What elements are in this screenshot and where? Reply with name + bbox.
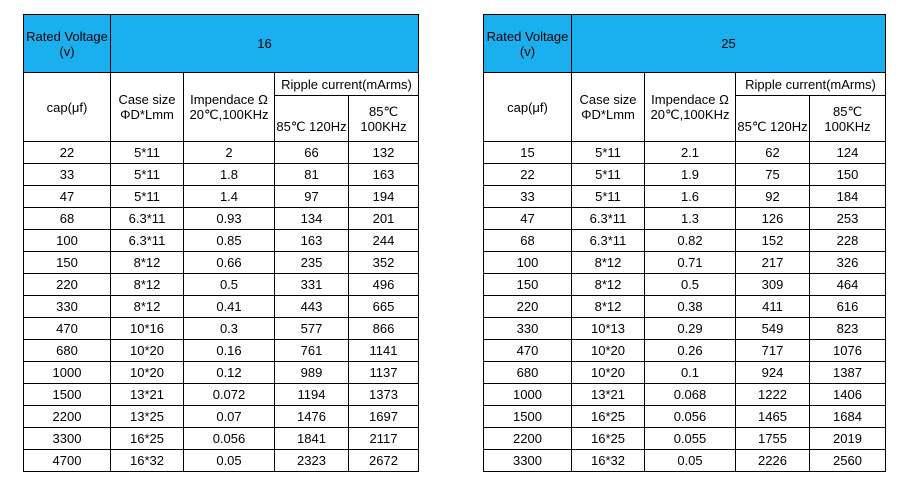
impedance-cell: 0.85 <box>184 230 275 252</box>
ripple-120hz-cell: 152 <box>736 230 810 252</box>
cap-cell: 47 <box>484 208 572 230</box>
ripple-100khz-cell: 2560 <box>810 450 886 472</box>
impedance-cell: 1.8 <box>184 164 275 186</box>
cap-cell: 15 <box>484 142 572 164</box>
table-row <box>24 296 419 318</box>
impedance-cell: 0.66 <box>184 252 275 274</box>
impedance-cell: 0.5 <box>184 274 275 296</box>
impedance-cell: 0.05 <box>184 450 275 472</box>
ripple-120hz-cell: 217 <box>736 252 810 274</box>
table-row <box>24 274 419 296</box>
ripple-100khz-cell: 2019 <box>810 428 886 450</box>
impedance-header <box>645 73 736 142</box>
table-row <box>24 142 419 164</box>
ripple-100khz-cell: 496 <box>349 274 419 296</box>
case-size-cell: 8*12 <box>572 274 645 296</box>
table-row <box>484 296 886 318</box>
table-row <box>484 164 886 186</box>
impedance-cell: 0.07 <box>184 406 275 428</box>
spec-table-16v <box>23 14 419 472</box>
ripple-120hz-cell: 163 <box>275 230 349 252</box>
table-row <box>24 230 419 252</box>
cap-cell: 2200 <box>484 428 572 450</box>
rated-voltage-header <box>484 15 572 73</box>
ripple-120hz-cell: 1194 <box>275 384 349 406</box>
case-size-cell: 5*11 <box>111 142 184 164</box>
impedance-cell: 0.5 <box>645 274 736 296</box>
table-row <box>24 318 419 340</box>
cap-cell: 330 <box>484 318 572 340</box>
impedance-header <box>184 73 275 142</box>
ripple-120hz-label: 85℃ 120Hz <box>737 119 808 134</box>
case-size-cell: 10*13 <box>572 318 645 340</box>
cap-header: cap(μf) <box>484 73 572 142</box>
cap-cell: 100 <box>24 230 111 252</box>
impedance-cell: 0.93 <box>184 208 275 230</box>
ripple-120hz-cell: 126 <box>736 208 810 230</box>
cap-cell: 3300 <box>24 428 111 450</box>
table-row <box>24 428 419 450</box>
ripple-100khz-temp: 85℃ <box>832 103 863 119</box>
case-size-header <box>572 73 645 142</box>
case-size-cell: 5*11 <box>572 142 645 164</box>
ripple-120hz-cell: 62 <box>736 142 810 164</box>
ripple-100khz-freq: 100KHz <box>360 118 407 134</box>
ripple-100khz-cell: 124 <box>810 142 886 164</box>
ripple-100khz-cell: 326 <box>810 252 886 274</box>
cap-cell: 150 <box>24 252 111 274</box>
impedance-cell: 0.82 <box>645 230 736 252</box>
ripple-120hz-cell: 1222 <box>736 384 810 406</box>
table-row <box>484 318 886 340</box>
cap-cell: 2200 <box>24 406 111 428</box>
cap-cell: 150 <box>484 274 572 296</box>
ripple-100khz-cell: 184 <box>810 186 886 208</box>
case-size-cell: 16*25 <box>111 428 184 450</box>
ripple-120hz-cell: 1755 <box>736 428 810 450</box>
table-row <box>484 406 886 428</box>
case-size-cell: 10*16 <box>111 318 184 340</box>
ripple-100khz-cell: 2117 <box>349 428 419 450</box>
ripple-120hz-cell: 75 <box>736 164 810 186</box>
ripple-120hz-cell: 331 <box>275 274 349 296</box>
rated-voltage-label: Rated Voltage <box>486 28 569 44</box>
case-size-cell: 10*20 <box>111 340 184 362</box>
table-row <box>24 384 419 406</box>
cap-cell: 220 <box>484 296 572 318</box>
ripple-100khz-cell: 1373 <box>349 384 419 406</box>
ripple-120hz-cell: 1465 <box>736 406 810 428</box>
table-body <box>24 142 419 472</box>
impedance-cell: 0.072 <box>184 384 275 406</box>
case-size-cell: 16*25 <box>572 406 645 428</box>
impedance-cell: 0.12 <box>184 362 275 384</box>
ripple-100khz-header <box>349 96 419 142</box>
cap-cell: 100 <box>484 252 572 274</box>
ripple-120hz-cell: 1841 <box>275 428 349 450</box>
table-row <box>24 208 419 230</box>
ripple-120hz-cell: 717 <box>736 340 810 362</box>
table-row <box>484 450 886 472</box>
cap-cell: 68 <box>484 230 572 252</box>
ripple-100khz-cell: 244 <box>349 230 419 252</box>
case-size-unit: ΦD*Lmm <box>581 107 635 122</box>
ripple-100khz-cell: 1076 <box>810 340 886 362</box>
case-size-cell: 5*11 <box>572 186 645 208</box>
cap-cell: 47 <box>24 186 111 208</box>
table-row <box>484 362 886 384</box>
ripple-120hz-cell: 1476 <box>275 406 349 428</box>
cap-cell: 470 <box>484 340 572 362</box>
rated-voltage-label: Rated Voltage <box>26 28 108 44</box>
cap-cell: 33 <box>24 164 111 186</box>
table-row <box>484 186 886 208</box>
cap-cell: 680 <box>484 362 572 384</box>
ripple-120hz-cell: 97 <box>275 186 349 208</box>
ripple-100khz-cell: 352 <box>349 252 419 274</box>
case-size-cell: 8*12 <box>111 296 184 318</box>
ripple-120hz-cell: 2323 <box>275 450 349 472</box>
ripple-100khz-cell: 194 <box>349 186 419 208</box>
ripple-100khz-cell: 616 <box>810 296 886 318</box>
case-size-label: Case size <box>579 92 637 107</box>
case-size-cell: 6.3*11 <box>572 230 645 252</box>
case-size-cell: 10*20 <box>111 362 184 384</box>
table-row <box>24 450 419 472</box>
cap-cell: 68 <box>24 208 111 230</box>
cap-cell: 680 <box>24 340 111 362</box>
impedance-cell: 0.3 <box>184 318 275 340</box>
cap-cell: 220 <box>24 274 111 296</box>
ripple-100khz-cell: 201 <box>349 208 419 230</box>
case-size-cell: 13*25 <box>111 406 184 428</box>
ripple-100khz-cell: 228 <box>810 230 886 252</box>
case-size-cell: 10*20 <box>572 362 645 384</box>
impedance-cell: 0.05 <box>645 450 736 472</box>
impedance-cell: 1.9 <box>645 164 736 186</box>
impedance-cell: 2.1 <box>645 142 736 164</box>
case-size-cell: 6.3*11 <box>572 208 645 230</box>
ripple-120hz-cell: 443 <box>275 296 349 318</box>
impedance-condition: 20℃,100KHz <box>650 107 730 122</box>
case-size-cell: 6.3*11 <box>111 230 184 252</box>
ripple-100khz-cell: 2672 <box>349 450 419 472</box>
ripple-120hz-cell: 66 <box>275 142 349 164</box>
case-size-cell: 8*12 <box>111 274 184 296</box>
voltage-value: 16 <box>111 15 419 73</box>
case-size-cell: 13*21 <box>572 384 645 406</box>
cap-cell: 3300 <box>484 450 572 472</box>
ripple-120hz-cell: 761 <box>275 340 349 362</box>
rated-voltage-header <box>24 15 111 73</box>
ripple-100khz-cell: 1387 <box>810 362 886 384</box>
case-size-cell: 8*12 <box>111 252 184 274</box>
impedance-cell: 0.41 <box>184 296 275 318</box>
table-row <box>24 406 419 428</box>
ripple-120hz-cell: 2226 <box>736 450 810 472</box>
ripple-120hz-cell: 309 <box>736 274 810 296</box>
ripple-120hz-cell: 235 <box>275 252 349 274</box>
rated-voltage-unit: (v) <box>59 43 75 59</box>
impedance-cell: 0.056 <box>184 428 275 450</box>
ripple-100khz-cell: 1684 <box>810 406 886 428</box>
ripple-120hz-cell: 924 <box>736 362 810 384</box>
table-row <box>24 340 419 362</box>
impedance-cell: 1.4 <box>184 186 275 208</box>
ripple-120hz-cell: 411 <box>736 296 810 318</box>
ripple-100khz-cell: 163 <box>349 164 419 186</box>
ripple-100khz-temp: 85℃ <box>368 103 399 119</box>
impedance-cell: 0.71 <box>645 252 736 274</box>
table-row <box>24 362 419 384</box>
case-size-label: Case size <box>118 92 176 107</box>
impedance-cell: 0.056 <box>645 406 736 428</box>
impedance-cell: 0.1 <box>645 362 736 384</box>
impedance-label: Impendace Ω <box>651 92 729 107</box>
cap-cell: 470 <box>24 318 111 340</box>
table-row <box>24 164 419 186</box>
table-row <box>484 384 886 406</box>
ripple-100khz-cell: 1406 <box>810 384 886 406</box>
table-row <box>484 428 886 450</box>
case-size-cell: 5*11 <box>111 186 184 208</box>
cap-cell: 1000 <box>484 384 572 406</box>
cap-cell: 33 <box>484 186 572 208</box>
ripple-100khz-cell: 464 <box>810 274 886 296</box>
cap-cell: 1500 <box>484 406 572 428</box>
ripple-current-header: Ripple current(mArms) <box>275 73 419 96</box>
cap-cell: 22 <box>24 142 111 164</box>
ripple-100khz-cell: 866 <box>349 318 419 340</box>
ripple-100khz-cell: 823 <box>810 318 886 340</box>
ripple-100khz-cell: 132 <box>349 142 419 164</box>
impedance-cell: 0.26 <box>645 340 736 362</box>
impedance-cell: 0.055 <box>645 428 736 450</box>
case-size-unit: ΦD*Lmm <box>120 107 174 122</box>
ripple-120hz-header <box>275 96 349 142</box>
ripple-100khz-header <box>810 96 886 142</box>
table-row <box>24 186 419 208</box>
table-row <box>484 274 886 296</box>
impedance-cell: 0.29 <box>645 318 736 340</box>
case-size-cell: 16*32 <box>111 450 184 472</box>
ripple-current-header: Ripple current(mArms) <box>736 73 886 96</box>
ripple-120hz-header <box>736 96 810 142</box>
ripple-120hz-label: 85℃ 120Hz <box>276 119 347 134</box>
rated-voltage-unit: (v) <box>519 43 536 59</box>
cap-cell: 1500 <box>24 384 111 406</box>
impedance-cell: 1.6 <box>645 186 736 208</box>
cap-header: cap(μf) <box>24 73 111 142</box>
cap-cell: 1000 <box>24 362 111 384</box>
case-size-cell: 16*25 <box>572 428 645 450</box>
voltage-value: 25 <box>572 15 886 73</box>
ripple-120hz-cell: 134 <box>275 208 349 230</box>
spec-table-25v <box>483 14 886 472</box>
case-size-cell: 6.3*11 <box>111 208 184 230</box>
ripple-100khz-cell: 150 <box>810 164 886 186</box>
impedance-condition: 20℃,100KHz <box>189 107 269 122</box>
ripple-100khz-cell: 253 <box>810 208 886 230</box>
ripple-120hz-cell: 92 <box>736 186 810 208</box>
table-row <box>484 340 886 362</box>
ripple-100khz-cell: 665 <box>349 296 419 318</box>
cap-cell: 4700 <box>24 450 111 472</box>
case-size-cell: 5*11 <box>111 164 184 186</box>
cap-cell: 22 <box>484 164 572 186</box>
ripple-120hz-cell: 81 <box>275 164 349 186</box>
table-row <box>484 230 886 252</box>
table-row <box>24 252 419 274</box>
impedance-cell: 2 <box>184 142 275 164</box>
table-body <box>484 142 886 472</box>
case-size-cell: 10*20 <box>572 340 645 362</box>
ripple-100khz-freq: 100KHz <box>824 118 871 134</box>
table-row <box>484 252 886 274</box>
ripple-100khz-cell: 1697 <box>349 406 419 428</box>
ripple-100khz-cell: 1141 <box>349 340 419 362</box>
impedance-cell: 0.16 <box>184 340 275 362</box>
case-size-cell: 13*21 <box>111 384 184 406</box>
impedance-cell: 1.3 <box>645 208 736 230</box>
cap-cell: 330 <box>24 296 111 318</box>
table-row <box>484 208 886 230</box>
case-size-cell: 5*11 <box>572 164 645 186</box>
case-size-cell: 8*12 <box>572 252 645 274</box>
case-size-header <box>111 73 184 142</box>
impedance-label: Impendace Ω <box>190 92 268 107</box>
ripple-120hz-cell: 549 <box>736 318 810 340</box>
ripple-120hz-cell: 989 <box>275 362 349 384</box>
case-size-cell: 8*12 <box>572 296 645 318</box>
ripple-100khz-cell: 1137 <box>349 362 419 384</box>
table-row <box>484 142 886 164</box>
case-size-cell: 16*32 <box>572 450 645 472</box>
ripple-120hz-cell: 577 <box>275 318 349 340</box>
impedance-cell: 0.068 <box>645 384 736 406</box>
impedance-cell: 0.38 <box>645 296 736 318</box>
